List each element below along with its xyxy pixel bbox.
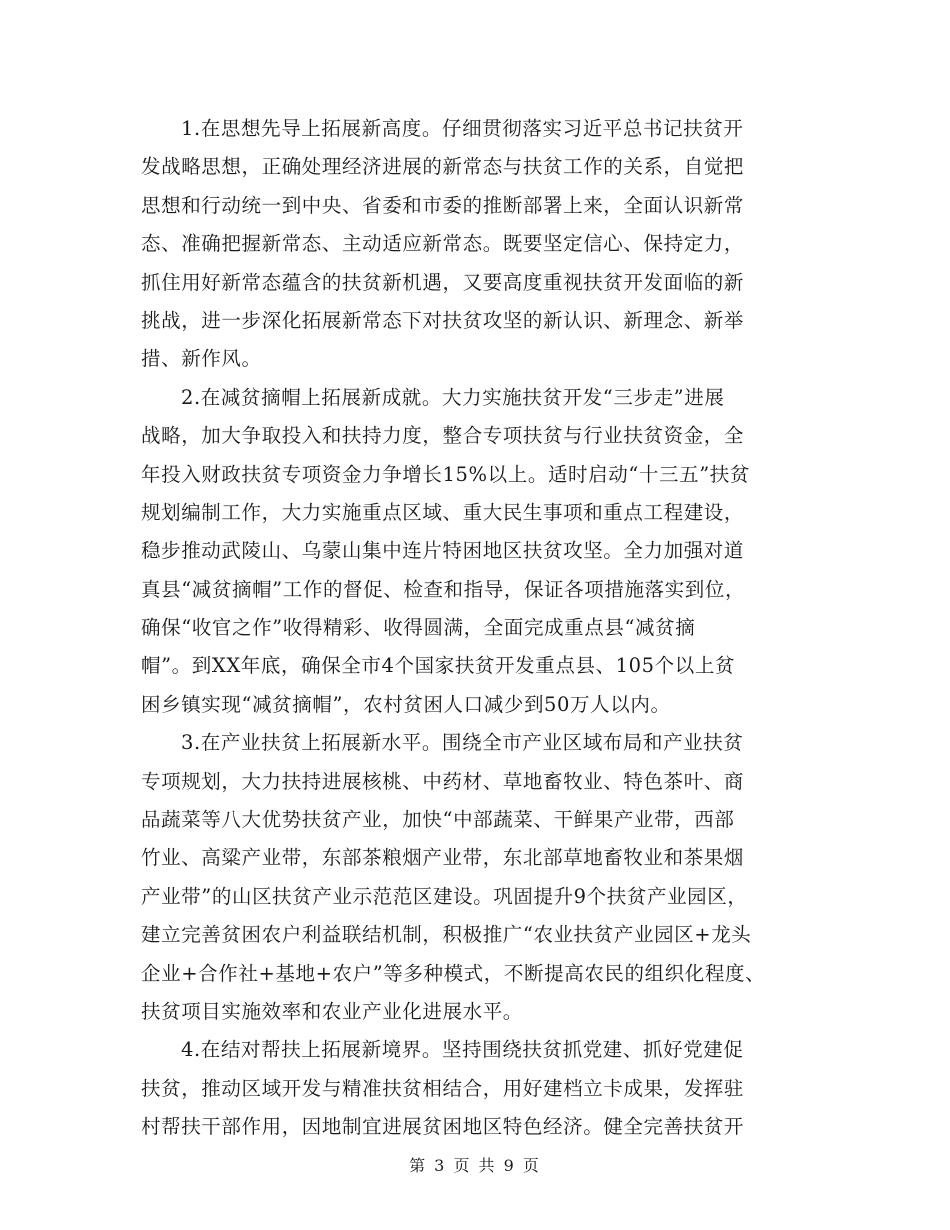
paragraph-3-line: 扶贫项目实施效率和农业产业化进展水平。 [141,999,523,1023]
paragraph-2-line: 规划编制工作，大力实施重点区域、重大民生事项和重点工程建设， [141,500,745,524]
paragraph-1-line: 抓住用好新常态蕴含的扶贫新机遇，又要高度重视扶贫开发面临的新 [141,270,745,294]
paragraph-4-line: 4.在结对帮扶上拓展新境界。坚持围绕扶贫抓党建、抓好党建促 [181,1038,744,1062]
paragraph-2-line: 帽”。到XX年底，确保全市4个国家扶贫开发重点县、105个以上贫 [141,654,736,678]
paragraph-2-line: 战略，加大争取投入和扶持力度，整合专项扶贫与行业扶贫资金，全 [141,424,745,448]
paragraph-3-line: 专项规划，大力扶持进展核桃、中药材、草地畜牧业、特色茶叶、商 [141,769,745,793]
paragraph-1-line: 态、准确把握新常态、主动适应新常态。既要坚定信心、保持定力， [141,232,745,256]
paragraph-2-line: 2.在减贫摘帽上拓展新成就。大力实施扶贫开发“三步走”进展 [181,385,725,409]
paragraph-2-line: 稳步推动武陵山、乌蒙山集中连片特困地区扶贫攻坚。全力加强对道 [141,539,745,563]
paragraph-3-line: 3.在产业扶贫上拓展新水平。围绕全市产业区域布局和产业扶贫 [181,731,744,755]
paragraph-2-line: 确保“收官之作”收得精彩、收得圆满，全面完成重点县“减贫摘 [141,616,696,640]
paragraph-2-line: 年投入财政扶贫专项资金力争增长15%以上。适时启动“十三五”扶贫 [141,462,750,486]
paragraph-3-line: 建立完善贫困农户利益联结机制，积极推广“农业扶贫产业园区+龙头 [141,923,752,947]
paragraph-3-line: 产业带”的山区扶贫产业示范范区建设。巩固提升9个扶贫产业园区， [141,884,748,908]
paragraph-1-line: 发战略思想，正确处理经济进展的新常态与扶贫工作的关系，自觉把 [141,155,745,179]
paragraph-1-line: 思想和行动统一到中央、省委和市委的推断部署上来，全面认识新常 [141,193,745,217]
paragraph-2-line: 困乡镇实现“减贫摘帽”，农村贫困人口减少到50万人以内。 [141,692,671,716]
paragraph-2-line: 真县“减贫摘帽”工作的督促、检查和指导，保证各项措施落实到位， [141,577,746,601]
paragraph-4-line: 村帮扶干部作用，因地制宜进展贫困地区特色经济。健全完善扶贫开 [141,1115,745,1139]
paragraph-3-line: 竹业、高粱产业带，东部茶粮烟产业带，东北部草地畜牧业和茶果烟 [141,846,745,870]
body-text [141,110,801,1147]
page-number-footer: 第 3 页 共 9 页 [409,1156,541,1175]
paragraph-1-line: 措、新作风。 [141,347,262,371]
paragraph-1-line: 1.在思想先导上拓展新高度。仔细贯彻落实习近平总书记扶贫开 [181,117,744,140]
paragraph-3-line: 品蔬菜等八大优势扶贫产业，加快“中部蔬菜、干鲜果产业带，西部 [141,808,735,832]
paragraph-3-line: 企业+合作社+基地+农户”等多种模式，不断提高农民的组织化程度、 [141,961,766,985]
paragraph-1-line: 挑战，进一步深化拓展新常态下对扶贫攻坚的新认识、新理念、新举 [141,308,745,332]
paragraph-4-line: 扶贫，推动区域开发与精准扶贫相结合，用好建档立卡成果，发挥驻 [141,1076,745,1100]
